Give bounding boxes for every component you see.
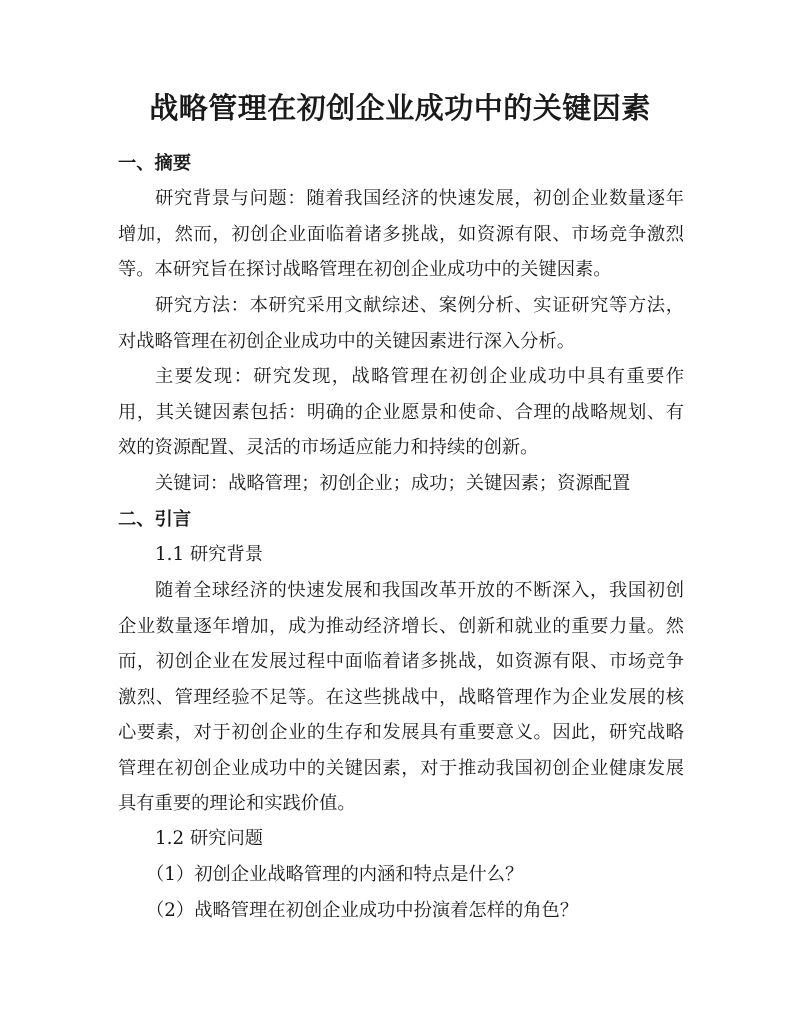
question-item: （1）初创企业战略管理的内涵和特点是什么？ — [146, 864, 524, 885]
document-title: 战略管理在初创企业成功中的关键因素 — [149, 91, 651, 125]
paragraph-research-background: 随着全球经济的快速发展和我国改革开放的不断深入，我国初创企业数量逐年增加，成为推动经济增长、创新和就业的重要力量。然而，初创企业在发展过程中面临着诸多挑战，如资源有限、市场竞争激烈、管理经验不足等。在这些挑战中，战略管理作为企业发展的核心要素，对于初创企业的生存和发展具有重要意义。因此，研究战略管理在初创企业成功中的关键因素，对于推动我国初创企业健康发展具有重要的理论和实践价值。 — [118, 580, 684, 814]
subsection-heading-background: 1.1 研究背景 — [155, 544, 264, 565]
paragraph-method: 研究方法：本研究采用文献综述、案例分析、实证研究等方法，对战略管理在初创企业成功中的关键因素进行深入分析。 — [118, 295, 684, 352]
paragraph-findings: 主要发现：研究发现，战略管理在初创企业成功中具有重要作用，其关键因素包括：明确的企业愿景和使命、合理的战略规划、有效的资源配置、灵活的市场适应能力和持续的创新。 — [118, 366, 684, 458]
subsection-heading-questions: 1.2 研究问题 — [155, 828, 264, 849]
question-item: （2）战略管理在初创企业成功中扮演着怎样的角色？ — [146, 900, 579, 921]
paragraph-background: 研究背景与问题：随着我国经济的快速发展，初创企业数量逐年增加，然而，初创企业面临着诸多挑战，如资源有限、市场竞争激烈等。本研究旨在探讨战略管理在初创企业成功中的关键因素。 — [118, 188, 684, 280]
section-heading-introduction: 二、引言 — [118, 509, 192, 530]
section-heading-abstract: 一、摘要 — [118, 153, 192, 174]
keywords-line: 关键词：战略管理；初创企业；成功；关键因素；资源配置 — [155, 473, 631, 494]
